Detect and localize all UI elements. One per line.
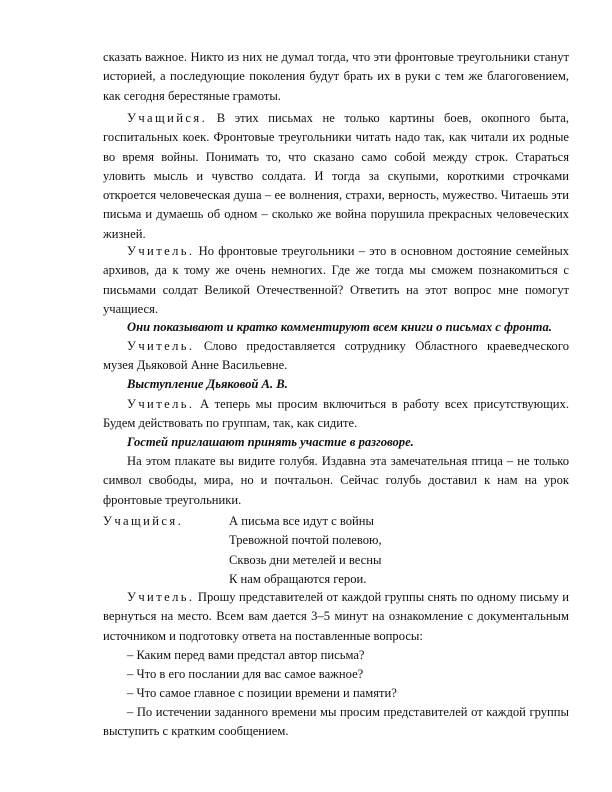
stage-direction-2: Выступление Дьяковой А. В. xyxy=(127,377,288,391)
poem-line: А письма все идут с войны xyxy=(229,514,374,528)
paragraph-teacher-3 xyxy=(103,395,569,434)
poem-speaker: Учащийся. xyxy=(103,514,184,528)
paragraph-text: Прошу представителей от каждой группы снять по одному письму и вернуться на место. Всем вам дается 3–5 минут на ознакомление с документальным источником и подготовку ответа на поставленные вопросы: xyxy=(103,590,569,643)
speaker-label: Учитель. xyxy=(127,339,195,353)
paragraph-intro: сказать важное. Никто из них не думал тогда, что эти фронтовые треугольники станут историей, а последующие поколения будут брать их в руки с тем же благоговением, как сегодня берестяные грамоты. xyxy=(103,50,569,103)
question-item: – Что самое главное с позиции времени и памяти? xyxy=(127,686,397,700)
paragraph-text: Но фронтовые треугольники – это в основном достояние семейных архивов, да к тому же очень немногих. Где же тогда мы сможем познакомиться с письмами солдат Великой Отечественной? Ответить на этот вопрос мне помогут учащиеся. xyxy=(103,244,569,316)
poem-line: Сквозь дни метелей и весны xyxy=(229,552,382,567)
stage-direction-3: Гостей приглашают принять участие в разговоре. xyxy=(127,435,414,449)
paragraph-dove: На этом плакате вы видите голубя. Издавна эта замечательная птица – не только символ свободы, мира, но и почтальон. Сейчас голубь доставил к нам на урок фронтовые треугольники. xyxy=(103,454,569,507)
speaker-label: Учитель. xyxy=(127,244,195,258)
speaker-label: Учитель. xyxy=(127,397,195,411)
paragraph-text: Слово предоставляется сотруднику Областного краеведческого музея Дьяковой Анне Васильевне. xyxy=(103,339,569,373)
poem-line: Тревожной почтой полевою, xyxy=(229,533,382,548)
paragraph-student-1 xyxy=(103,109,569,244)
question-item: – Что в его послании для вас самое важное? xyxy=(127,667,364,681)
paragraph-teacher-4 xyxy=(103,588,569,646)
paragraph-closing: – По истечении заданного времени мы просим представителей от каждой группы выступить с кратким сообщением. xyxy=(103,705,569,739)
question-item: – Каким перед вами предстал автор письма? xyxy=(127,648,365,662)
paragraph-text: В этих письмах не только картины боев, окопного быта, госпитальных коек. Фронтовые треугольники читать надо так, как читали их родные во время войны. Понимать то, что сказано само собой между строк. Стараться уловить мысль и чувство солдата. И тогда за скупыми, короткими строчками откроется человеческая душа – ее волнения, страхи, верность, мужество. Читаешь эти письма и думаешь об одном – сколько же война порушила прекрасных человеческих жизней. xyxy=(103,111,569,241)
paragraph-text: А теперь мы просим включиться в работу всех присутствующих. Будем действовать по группам, так, как сидите. xyxy=(103,397,569,431)
poem-line: К нам обращаются герои. xyxy=(229,571,367,586)
poem xyxy=(229,512,382,589)
stage-direction-1: Они показывают и кратко комментируют всем книги о письмах с фронта. xyxy=(127,320,552,334)
speaker-label: Учащийся. xyxy=(127,111,208,125)
paragraph-teacher-2 xyxy=(103,337,569,376)
paragraph-teacher-1 xyxy=(103,242,569,319)
speaker-label: Учитель. xyxy=(127,590,195,604)
